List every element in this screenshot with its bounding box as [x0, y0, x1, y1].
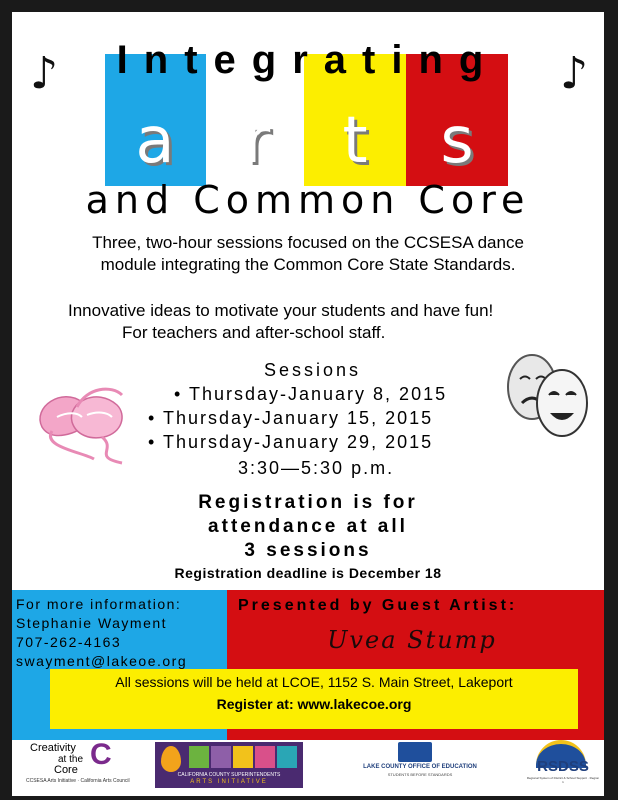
registration-deadline: Registration deadline is December 18	[174, 565, 442, 581]
contact-heading: For more information:	[16, 596, 182, 612]
creativity-logo-c-icon: C	[90, 738, 112, 771]
session-date-3	[148, 432, 433, 453]
intro-line-2: module integrating the Common Core State Standards.	[100, 255, 516, 274]
arts-letter-t: t	[342, 104, 368, 178]
rsdss-logo-text: RSDSS	[537, 758, 589, 775]
intro-line-3: Innovative ideas to motivate your students and have fun!	[68, 301, 494, 320]
intro-line-4: For teachers and after-school staff.	[122, 323, 386, 342]
contact-email[interactable]: swayment@lakeoe.org	[16, 653, 188, 669]
artist-name: Uvea Stump	[327, 626, 497, 654]
book-icon	[398, 742, 432, 762]
bullet-icon: •	[174, 384, 189, 404]
location-text: All sessions will be held at LCOE, 1152 S. Main Street, Lakeport	[115, 674, 513, 690]
session-date-3-text: Thursday-January 29, 2015	[162, 432, 434, 452]
contact-name: Stephanie Wayment	[16, 615, 168, 631]
ccsesa-logo-line-2: ARTS INITIATIVE	[190, 779, 268, 785]
arts-letter-a: a	[135, 104, 175, 178]
creativity-logo-line-3: Core	[54, 764, 78, 776]
registration-line-1: Registration is for	[198, 492, 418, 513]
tile-teal	[277, 746, 297, 768]
tile-yellow	[233, 746, 253, 768]
title-integrating: Integrating	[116, 38, 500, 82]
rsdss-logo	[526, 738, 600, 788]
creativity-logo-line-2: at the	[58, 754, 84, 765]
session-date-2	[148, 408, 433, 429]
ballet-slippers-icon	[22, 367, 142, 467]
tile-green	[189, 746, 209, 768]
title-common-core: and Common Core	[85, 178, 531, 222]
sessions-heading: Sessions	[264, 360, 362, 380]
arts-letter-s: s	[440, 104, 474, 178]
lcoe-logo	[362, 742, 478, 782]
ccsesa-logo	[155, 742, 303, 788]
tile-pink	[255, 746, 275, 768]
lcoe-logo-line-2: STUDENTS BEFORE STANDARDS	[387, 772, 453, 777]
flame-icon	[161, 746, 181, 772]
creativity-logo-line-1: Creativity	[30, 742, 76, 754]
registration-line-3: 3 sessions	[244, 540, 372, 561]
registration-line-2: attendance at all	[208, 516, 408, 537]
flyer	[12, 12, 604, 796]
artist-heading: Presented by Guest Artist:	[238, 597, 518, 614]
contact-phone: 707-262-4163	[16, 634, 122, 650]
lcoe-logo-line-1: LAKE COUNTY OFFICE OF EDUCATION	[363, 764, 477, 770]
creativity-logo	[26, 740, 136, 788]
session-date-1	[174, 384, 447, 405]
tile-purple	[211, 746, 231, 768]
bullet-icon: •	[148, 432, 163, 452]
session-date-1-text: Thursday-January 8, 2015	[188, 384, 448, 404]
arts-tiles	[189, 746, 297, 768]
music-note-icon: ♪	[30, 48, 59, 99]
intro-line-1: Three, two-hour sessions focused on the CCSESA dance	[92, 233, 524, 252]
rsdss-logo-sub: Regional System of District & School Support · Region 1	[526, 776, 600, 784]
session-date-2-text: Thursday-January 15, 2015	[162, 408, 434, 428]
creativity-logo-sub: CCSESA Arts Initiative · California Arts Council	[26, 778, 130, 784]
arts-letter-r: r	[243, 104, 271, 178]
music-note-icon: ♪	[560, 48, 589, 99]
bullet-icon: •	[148, 408, 163, 428]
drama-masks-icon	[500, 347, 596, 447]
session-time: 3:30—5:30 p.m.	[238, 458, 395, 478]
ccsesa-logo-line-1: CALIFORNIA COUNTY SUPERINTENDENTS	[177, 772, 281, 778]
register-link[interactable]: Register at: www.lakecoe.org	[216, 696, 412, 712]
